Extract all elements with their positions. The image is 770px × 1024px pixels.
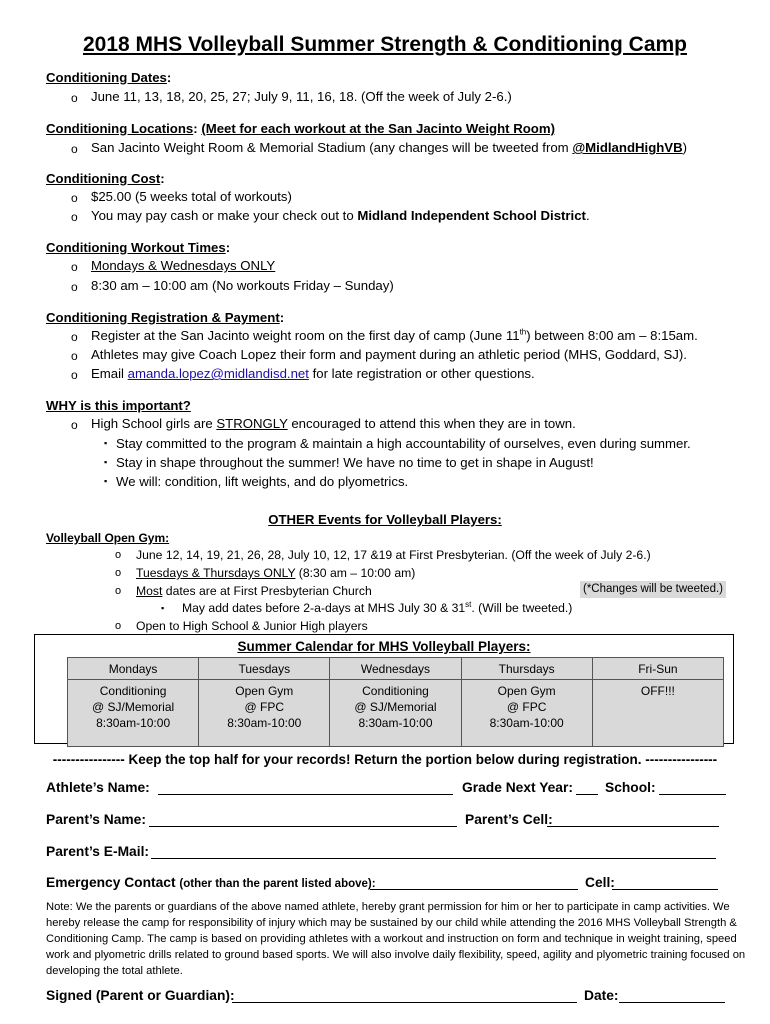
dates-heading: Conditioning Dates: (46, 70, 172, 85)
times-item: Mondays & Wednesdays ONLY (91, 258, 276, 273)
calendar-cell: Open Gym @ FPC 8:30am-10:00 (461, 680, 592, 747)
why-subitem: Stay committed to the program & maintain a high accountability of ourselves, even during summer. (116, 436, 691, 451)
bullet-icon: o (71, 91, 78, 105)
cost-item: $25.00 (5 weeks total of workouts) (91, 189, 292, 204)
calendar-cell: OFF!!! (592, 680, 723, 747)
bullet-icon: o (115, 567, 122, 579)
bullet-icon: o (115, 549, 122, 561)
bullet-icon: o (71, 191, 78, 205)
bullet-icon: o (71, 330, 78, 344)
registration-item: Email amanda.lopez@midlandisd.net for late registration or other questions. (91, 366, 535, 381)
bullet-icon: o (71, 260, 78, 274)
calendar-header: Mondays (68, 658, 199, 680)
why-subitem: Stay in shape throughout the summer! We have no time to get in shape in August! (116, 455, 594, 470)
cost-payment-item: You may pay cash or make your check out to Midland Independent School District. (91, 208, 590, 223)
calendar-cell: Open Gym @ FPC 8:30am-10:00 (199, 680, 330, 747)
parent-cell-field[interactable] (547, 826, 719, 827)
square-bullet-icon: ▪ (104, 457, 108, 467)
bullet-icon: o (71, 142, 78, 156)
open-gym-subitem: May add dates before 2-a-days at MHS July 30 & 31st. (Will be tweeted.) (182, 599, 573, 615)
calendar-header: Fri-Sun (592, 658, 723, 680)
locations-item: San Jacinto Weight Room & Memorial Stadium (any changes will be tweeted from @MidlandHighVB) (91, 140, 688, 155)
times-item: 8:30 am – 10:00 am (No workouts Friday – Sunday) (91, 278, 394, 293)
parent-email-label: Parent’s E-Mail: (46, 844, 149, 859)
square-bullet-icon: ▪ (104, 438, 108, 448)
signature-label: Signed (Parent or Guardian): (46, 988, 235, 1003)
dates-list-item: June 11, 13, 18, 20, 25, 27; July 9, 11, 16, 18. (Off the week of July 2-6.) (91, 89, 512, 104)
parent-name-field[interactable] (149, 826, 457, 827)
emergency-contact-field[interactable] (370, 889, 578, 890)
bullet-icon: o (71, 349, 78, 363)
calendar-header: Thursdays (461, 658, 592, 680)
open-gym-item: June 12, 14, 19, 21, 26, 28, July 10, 12, 17 &19 at First Presbyterian. (Off the week of July 2-6.) (136, 548, 651, 562)
athlete-name-field[interactable] (158, 794, 453, 795)
signature-field[interactable] (232, 1002, 577, 1003)
bullet-icon: o (115, 585, 122, 597)
school-label: School: (605, 780, 656, 795)
athlete-name-label: Athlete’s Name: (46, 780, 150, 795)
grade-label: Grade Next Year: (462, 780, 573, 795)
twitter-handle: @MidlandHighVB (572, 140, 683, 155)
square-bullet-icon: ▪ (104, 476, 108, 486)
bullet-icon: o (71, 368, 78, 382)
emergency-cell-field[interactable] (612, 889, 718, 890)
bullet-icon: o (71, 280, 78, 294)
parent-email-field[interactable] (151, 858, 716, 859)
open-gym-item: Tuesdays & Thursdays ONLY (8:30 am – 10:00 am) (136, 566, 416, 580)
registration-item: Register at the San Jacinto weight room on the first day of camp (June 11th) between 8:00 am – 8:15am. (91, 327, 698, 343)
square-bullet-icon: ▪ (161, 603, 165, 613)
locations-heading: Conditioning Locations: (Meet for each workout at the San Jacinto Weight Room) (46, 121, 555, 136)
calendar-cell: Conditioning @ SJ/Memorial 8:30am-10:00 (68, 680, 199, 747)
calendar-header: Tuesdays (199, 658, 330, 680)
open-gym-item: Most dates are at First Presbyterian Church (136, 584, 372, 598)
why-subitem: We will: condition, lift weights, and do plyometrics. (116, 474, 409, 489)
bullet-icon: o (71, 210, 78, 224)
open-gym-item: Open to High School & Junior High players (136, 619, 368, 633)
why-heading: WHY is this important? (46, 398, 191, 413)
calendar-title: Summer Calendar for MHS Volleyball Players: (237, 639, 531, 654)
emergency-contact-label: Emergency Contact (other than the parent listed above): (46, 875, 376, 890)
registration-item: Athletes may give Coach Lopez their form and payment during an athletic period (MHS, Goddard, SJ). (91, 347, 687, 362)
emergency-cell-label: Cell: (585, 875, 615, 890)
other-events-heading: OTHER Events for Volleyball Players: (268, 512, 502, 527)
bullet-icon: o (71, 418, 78, 432)
registration-heading: Conditioning Registration & Payment: (46, 310, 285, 325)
calendar-header: Wednesdays (330, 658, 461, 680)
times-heading: Conditioning Workout Times: (46, 240, 231, 255)
date-label: Date: (584, 988, 619, 1003)
parent-cell-label: Parent’s Cell: (465, 812, 553, 827)
tear-off-divider: ---------------- Keep the top half for your records! Return the portion below during registration. ---------------- (52, 752, 718, 767)
calendar-table (67, 657, 724, 747)
liability-note: Note: We the parents or guardians of the above named athlete, hereby grant permission for him or her to participate in camp activities. We hereby release the camp for responsibility of injury which may be sustained by our child while attending the 2016 MHS Volleyball Strength & Conditioning Camp. The camp is based on providing athletes with a workout and instruction on form and technique in weight training, speed work and plyometric drills related to ground based sports. We will also involve daily flexibility, speed, agility and plyometric training focused on developing the total athlete. (46, 901, 746, 977)
email-link[interactable]: amanda.lopez@midlandisd.net (127, 366, 309, 381)
page-title: 2018 MHS Volleyball Summer Strength & Conditioning Camp (82, 33, 688, 56)
school-field[interactable] (659, 794, 726, 795)
parent-name-label: Parent’s Name: (46, 812, 146, 827)
why-item: High School girls are STRONGLY encouraged to attend this when they are in town. (91, 416, 576, 431)
open-gym-heading: Volleyball Open Gym: (46, 531, 170, 545)
date-field[interactable] (619, 1002, 725, 1003)
calendar-cell: Conditioning @ SJ/Memorial 8:30am-10:00 (330, 680, 461, 747)
tweet-note: (*Changes will be tweeted.) (580, 581, 726, 598)
cost-heading: Conditioning Cost: (46, 171, 165, 186)
grade-field[interactable] (576, 794, 598, 795)
bullet-icon: o (115, 620, 122, 632)
